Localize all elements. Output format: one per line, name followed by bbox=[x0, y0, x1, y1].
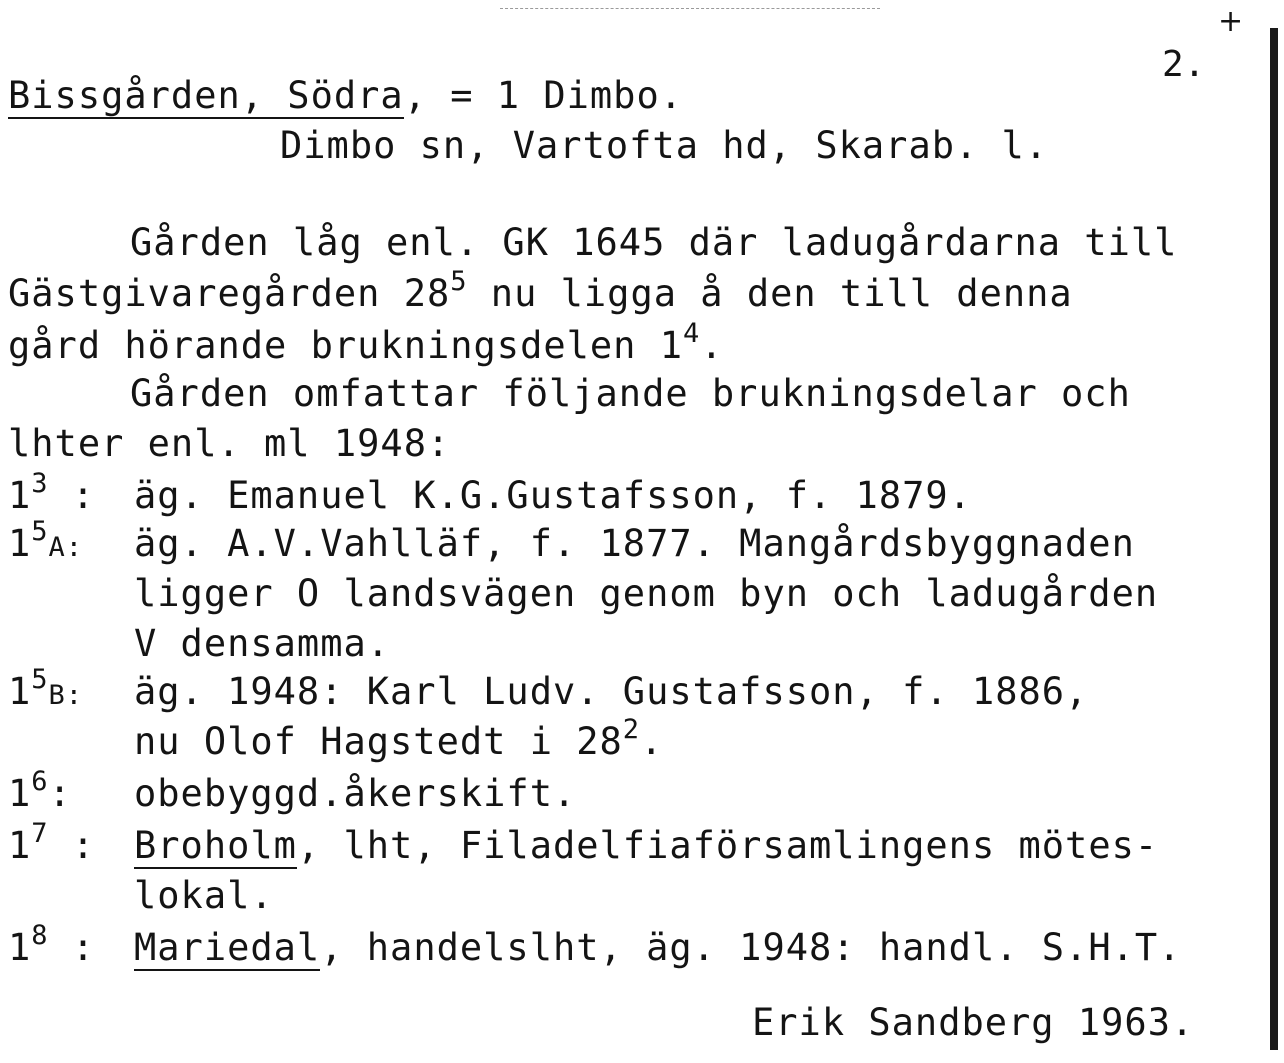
entry-text bbox=[134, 926, 1181, 970]
entry-continuation-text: nu Olof Hagstedt i 28 bbox=[134, 720, 623, 763]
place-name: Bissgården, Södra bbox=[8, 74, 404, 117]
plus-mark: + bbox=[1218, 4, 1244, 39]
para2-line-2: lhter enl. ml 1948: bbox=[8, 422, 451, 465]
entry-suffix: A: bbox=[48, 532, 84, 563]
intro-line-2-rest: nu ligga å den till denna bbox=[467, 272, 1073, 315]
entry-suffix: B: bbox=[48, 680, 84, 711]
entry-number bbox=[8, 516, 84, 570]
entry-num: 1 bbox=[8, 772, 32, 815]
place-reference: , = 1 Dimbo. bbox=[403, 74, 684, 117]
entry-suffix: : bbox=[48, 824, 96, 867]
entry-number bbox=[8, 664, 84, 718]
entry-suffix: : bbox=[48, 772, 72, 815]
entry-num: 1 bbox=[8, 824, 32, 867]
entry-sup: 3 bbox=[31, 468, 49, 499]
entry-num: 1 bbox=[8, 926, 32, 969]
entry-text: äg. Emanuel K.G.Gustafsson, f. 1879. bbox=[134, 474, 972, 517]
entry-number bbox=[8, 818, 96, 872]
entry-num: 1 bbox=[8, 522, 32, 565]
entry-num: 1 bbox=[8, 474, 32, 517]
entry-number bbox=[8, 920, 96, 974]
intro-line-3 bbox=[8, 318, 724, 372]
entry-continuation: lokal. bbox=[134, 874, 274, 917]
entry-sup: 8 bbox=[31, 920, 49, 951]
signature: Erik Sandberg 1963. bbox=[752, 1001, 1195, 1044]
entry-description: , lht, Filadelfiaförsamlingens mötes- bbox=[296, 824, 1159, 867]
card-number: 2. bbox=[1162, 44, 1206, 85]
card-edge-shadow bbox=[1270, 28, 1278, 1050]
entry-continuation-rest: . bbox=[640, 720, 664, 763]
entry-suffix: : bbox=[48, 474, 96, 517]
entry-continuation-sup: 2 bbox=[622, 714, 641, 745]
intro-line-3-sup: 4 bbox=[683, 318, 701, 349]
entry-sup: 7 bbox=[31, 818, 49, 849]
entry-number bbox=[8, 468, 96, 522]
location-line: Dimbo sn, Vartofta hd, Skarab. l. bbox=[280, 124, 1049, 167]
entry-sup: 6 bbox=[31, 766, 49, 797]
entry-continuation: ligger O landsvägen genom byn och ladugården bbox=[134, 572, 1159, 615]
intro-line-2-sup: 5 bbox=[450, 266, 468, 297]
entry-description: , handelslht, äg. 1948: handl. S.H.T. bbox=[320, 926, 1182, 969]
entry-number bbox=[8, 766, 72, 820]
top-edge-marks bbox=[500, 8, 880, 11]
entry-sup: 5 bbox=[31, 516, 49, 547]
intro-line-3-text: gård hörande brukningsdelen 1 bbox=[8, 324, 684, 367]
entry-text: äg. A.V.Vahlläf, f. 1877. Mangårdsbyggnaden bbox=[134, 522, 1135, 565]
intro-line-3-rest: . bbox=[700, 324, 724, 367]
header-line bbox=[8, 74, 683, 118]
entry-continuation bbox=[134, 714, 664, 768]
entry-place-name: Broholm bbox=[134, 824, 297, 867]
entry-text: obebyggd.åkerskift. bbox=[134, 772, 577, 815]
entry-text bbox=[134, 824, 1158, 868]
intro-line-2-text: Gästgivaregården 28 bbox=[8, 272, 451, 315]
entry-sup: 5 bbox=[31, 664, 49, 695]
entry-suffix: : bbox=[48, 926, 96, 969]
intro-line-1: Gården låg enl. GK 1645 där ladugårdarna till bbox=[130, 221, 1178, 264]
entry-continuation: V densamma. bbox=[134, 622, 391, 665]
entry-place-name: Mariedal bbox=[134, 926, 321, 969]
intro-line-2 bbox=[8, 266, 1073, 320]
para2-line-1: Gården omfattar följande brukningsdelar och bbox=[130, 372, 1131, 415]
entry-text: äg. 1948: Karl Ludv. Gustafsson, f. 1886, bbox=[134, 670, 1089, 713]
entry-num: 1 bbox=[8, 670, 32, 713]
